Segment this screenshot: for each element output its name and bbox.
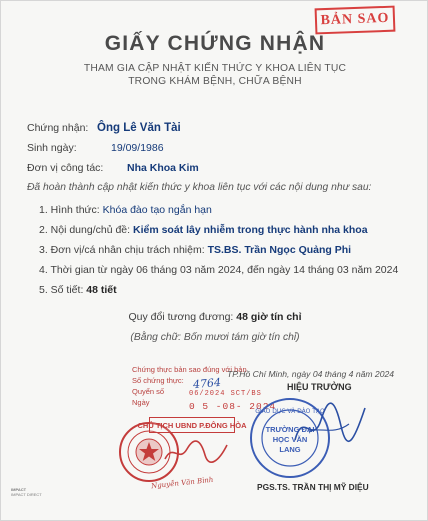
- intro-text: Đã hoàn thành cập nhật kiến thức y khoa liên tục với các nội dung như sau:: [27, 182, 372, 193]
- corner-label-line-1: IMPACT: [11, 487, 27, 492]
- recipient-name: Ông Lê Văn Tài: [97, 122, 181, 134]
- chairman-stamp-bar: CHỦ TỊCH UBND P.ĐÔNG HÒA: [149, 417, 235, 433]
- red-signature-icon: [161, 437, 231, 467]
- certificate-title: GIẤY CHỨNG NHẬN: [104, 32, 326, 55]
- corner-label: [11, 487, 42, 497]
- svg-text:GIÁO DỤC VÀ ĐÀO TẠO: GIÁO DỤC VÀ ĐÀO TẠO: [255, 408, 325, 415]
- cert-book-stamp: 06/2024 SCT/BS: [189, 390, 262, 398]
- equivalent-value: 48 giờ tín chỉ: [236, 311, 302, 323]
- signer-name: PGS.TS. TRẦN THỊ MỸ DIỆU: [257, 482, 369, 492]
- item-topic: [39, 224, 368, 236]
- subtitle-line-2: TRONG KHÁM BỆNH, CHỮA BỆNH: [128, 76, 302, 87]
- cert-note-line-4: Ngày: [132, 398, 150, 407]
- item-topic-value: Kiểm soát lây nhiễm trong thực hành nha khoa: [133, 224, 368, 236]
- workplace-row: [27, 162, 199, 174]
- item-periods-label: 5. Số tiết:: [39, 284, 84, 296]
- university-stamp-text: TRƯỜNG ĐẠI HỌC VĂN LANG: [265, 425, 315, 454]
- item-duration-label: 4. Thời gian từ ngày 06 tháng 03 năm 2024, đến ngày 14 tháng 03 năm 2024: [39, 264, 399, 276]
- recipient-label: Chứng nhận:: [27, 122, 89, 134]
- cert-date-stamp: 0 5 -08- 2024: [189, 401, 277, 412]
- equivalent-in-words: (Bằng chữ: Bốn mươi tám giờ tín chỉ): [130, 332, 300, 343]
- chairman-signature-name: Nguyễn Văn Bình: [150, 475, 214, 491]
- item-form-label: 1. Hình thức:: [39, 204, 100, 216]
- workplace-label: Đơn vị công tác:: [27, 162, 104, 174]
- copy-stamp: BẢN SAO: [315, 6, 396, 35]
- item-topic-label: 2. Nội dung/chủ đề:: [39, 224, 131, 236]
- cert-note-line-3: Quyển số: [132, 387, 165, 396]
- dob-label: Sinh ngày:: [27, 142, 77, 154]
- item-periods: [39, 284, 117, 296]
- equivalent-label: Quy đổi tương đương:: [128, 311, 234, 323]
- item-responsible: [39, 244, 351, 256]
- item-duration: [39, 264, 398, 276]
- place-and-date: TP.Hồ Chí Minh, ngày 04 tháng 4 năm 2024: [227, 369, 395, 379]
- item-periods-value: 48 tiết: [86, 284, 117, 296]
- dob-value: 19/09/1986: [111, 142, 164, 154]
- cert-number-handwritten: 4764: [192, 375, 222, 392]
- equivalent-row: [1, 311, 428, 323]
- item-responsible-label: 3. Đơn vị/cá nhân chịu trách nhiệm:: [39, 244, 205, 256]
- recipient-row: [27, 122, 181, 134]
- workplace-value: Nha Khoa Kim: [127, 162, 199, 174]
- item-responsible-value: TS.BS. Trần Ngọc Quảng Phi: [207, 244, 352, 256]
- subtitle-line-1: THAM GIA CẬP NHẬT KIẾN THỨC Y KHOA LIÊN TỤC: [83, 63, 347, 74]
- item-form: [39, 204, 212, 216]
- dob-row: [27, 142, 164, 154]
- item-form-value: Khóa đào tạo ngắn hạn: [102, 204, 212, 216]
- cert-note-line-1: Chứng thực bản sao đúng với bản: [132, 365, 247, 374]
- cert-note-line-2: Số chứng thực:: [132, 376, 184, 385]
- rector-title: HIỆU TRƯỞNG: [287, 382, 352, 392]
- corner-label-line-2: IMPACT DIRECT: [11, 492, 42, 497]
- rector-signature-icon: [289, 396, 369, 456]
